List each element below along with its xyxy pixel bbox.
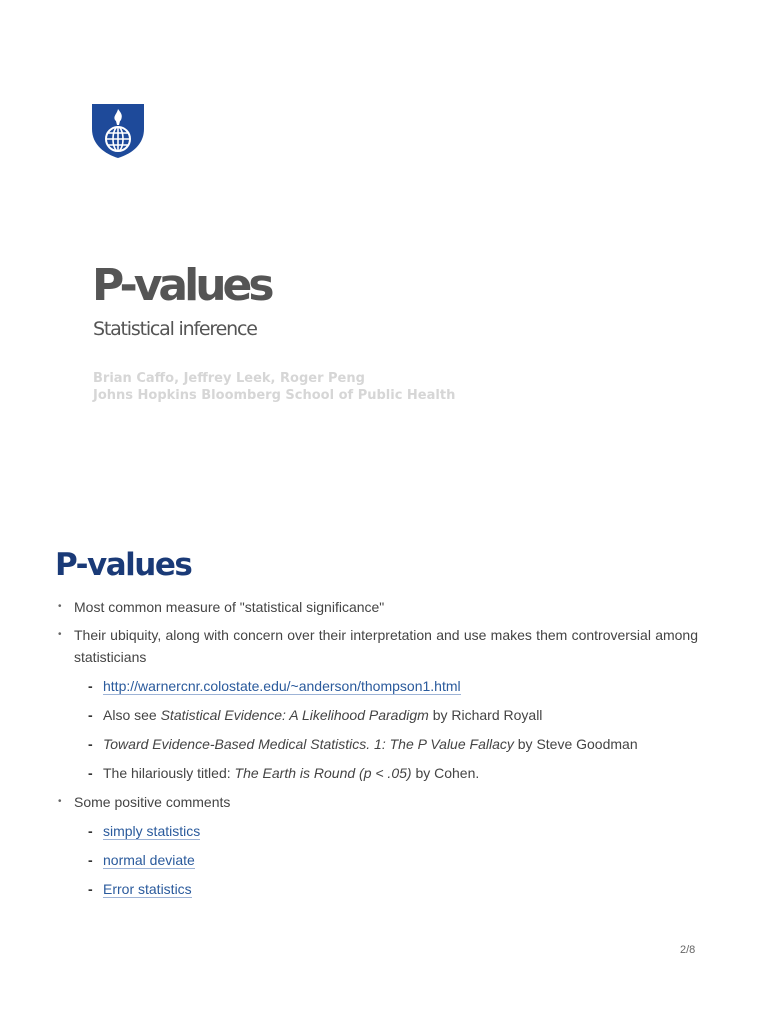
bullet-item — [58, 791, 698, 900]
sub-item — [88, 878, 698, 900]
jhu-shield-icon — [91, 103, 145, 159]
paper-title: The Earth is Round (p < .05) — [234, 765, 412, 781]
slide-heading: P-values — [55, 547, 192, 583]
dash-icon: - — [88, 707, 93, 723]
sub-item-suffix: by Cohen. — [411, 765, 480, 781]
bullet-text: Most common measure of "statistical significance" — [74, 599, 385, 615]
bullet-text: Their ubiquity, along with concern over their interpretation and use makes them controversial among statisticians — [74, 627, 698, 665]
dash-icon: - — [88, 823, 93, 839]
simply-statistics-link[interactable]: simply statistics — [103, 823, 201, 839]
sub-item-prefix: The hilariously titled: — [103, 765, 235, 781]
sub-list — [88, 820, 698, 900]
dash-icon: - — [88, 852, 93, 868]
error-statistics-link[interactable]: Error statistics — [103, 881, 192, 897]
presentation-title: P-values — [92, 260, 271, 311]
affiliation: Johns Hopkins Bloomberg School of Public Health — [93, 388, 456, 403]
dash-icon: - — [88, 736, 93, 752]
bullet-item — [58, 596, 698, 618]
sub-item — [88, 733, 698, 755]
sub-item — [88, 849, 698, 871]
content-slide — [0, 520, 768, 1024]
sub-item — [88, 820, 698, 842]
dash-icon: - — [88, 765, 93, 781]
title-slide — [0, 0, 768, 500]
sub-item-suffix: by Steve Goodman — [513, 736, 638, 752]
sub-item — [88, 762, 698, 784]
bullet-item — [58, 624, 698, 784]
authors: Brian Caffo, Jeffrey Leek, Roger Peng — [93, 371, 365, 386]
dash-icon: - — [88, 678, 93, 694]
bullet-dot-icon: • — [58, 629, 62, 640]
bullet-dot-icon: • — [58, 601, 62, 612]
paper-title: Toward Evidence-Based Medical Statistics. 1: The P Value Fallacy — [103, 736, 514, 752]
sub-item-prefix: Also see — [103, 707, 161, 723]
bullet-dot-icon: • — [58, 796, 62, 807]
page-number: 2/8 — [680, 944, 696, 956]
dash-icon: - — [88, 881, 93, 897]
presentation-subtitle: Statistical inference — [93, 318, 257, 340]
bullet-text: Some positive comments — [74, 794, 231, 810]
thompson-link[interactable]: http://warnercnr.colostate.edu/~anderson/thompson1.html — [103, 678, 461, 694]
sub-item-suffix: by Richard Royall — [428, 707, 543, 723]
bullet-list — [58, 596, 698, 907]
book-title: Statistical Evidence: A Likelihood Paradigm — [160, 707, 429, 723]
normal-deviate-link[interactable]: normal deviate — [103, 852, 195, 868]
sub-list — [88, 675, 698, 784]
sub-item — [88, 675, 698, 697]
sub-item — [88, 704, 698, 726]
